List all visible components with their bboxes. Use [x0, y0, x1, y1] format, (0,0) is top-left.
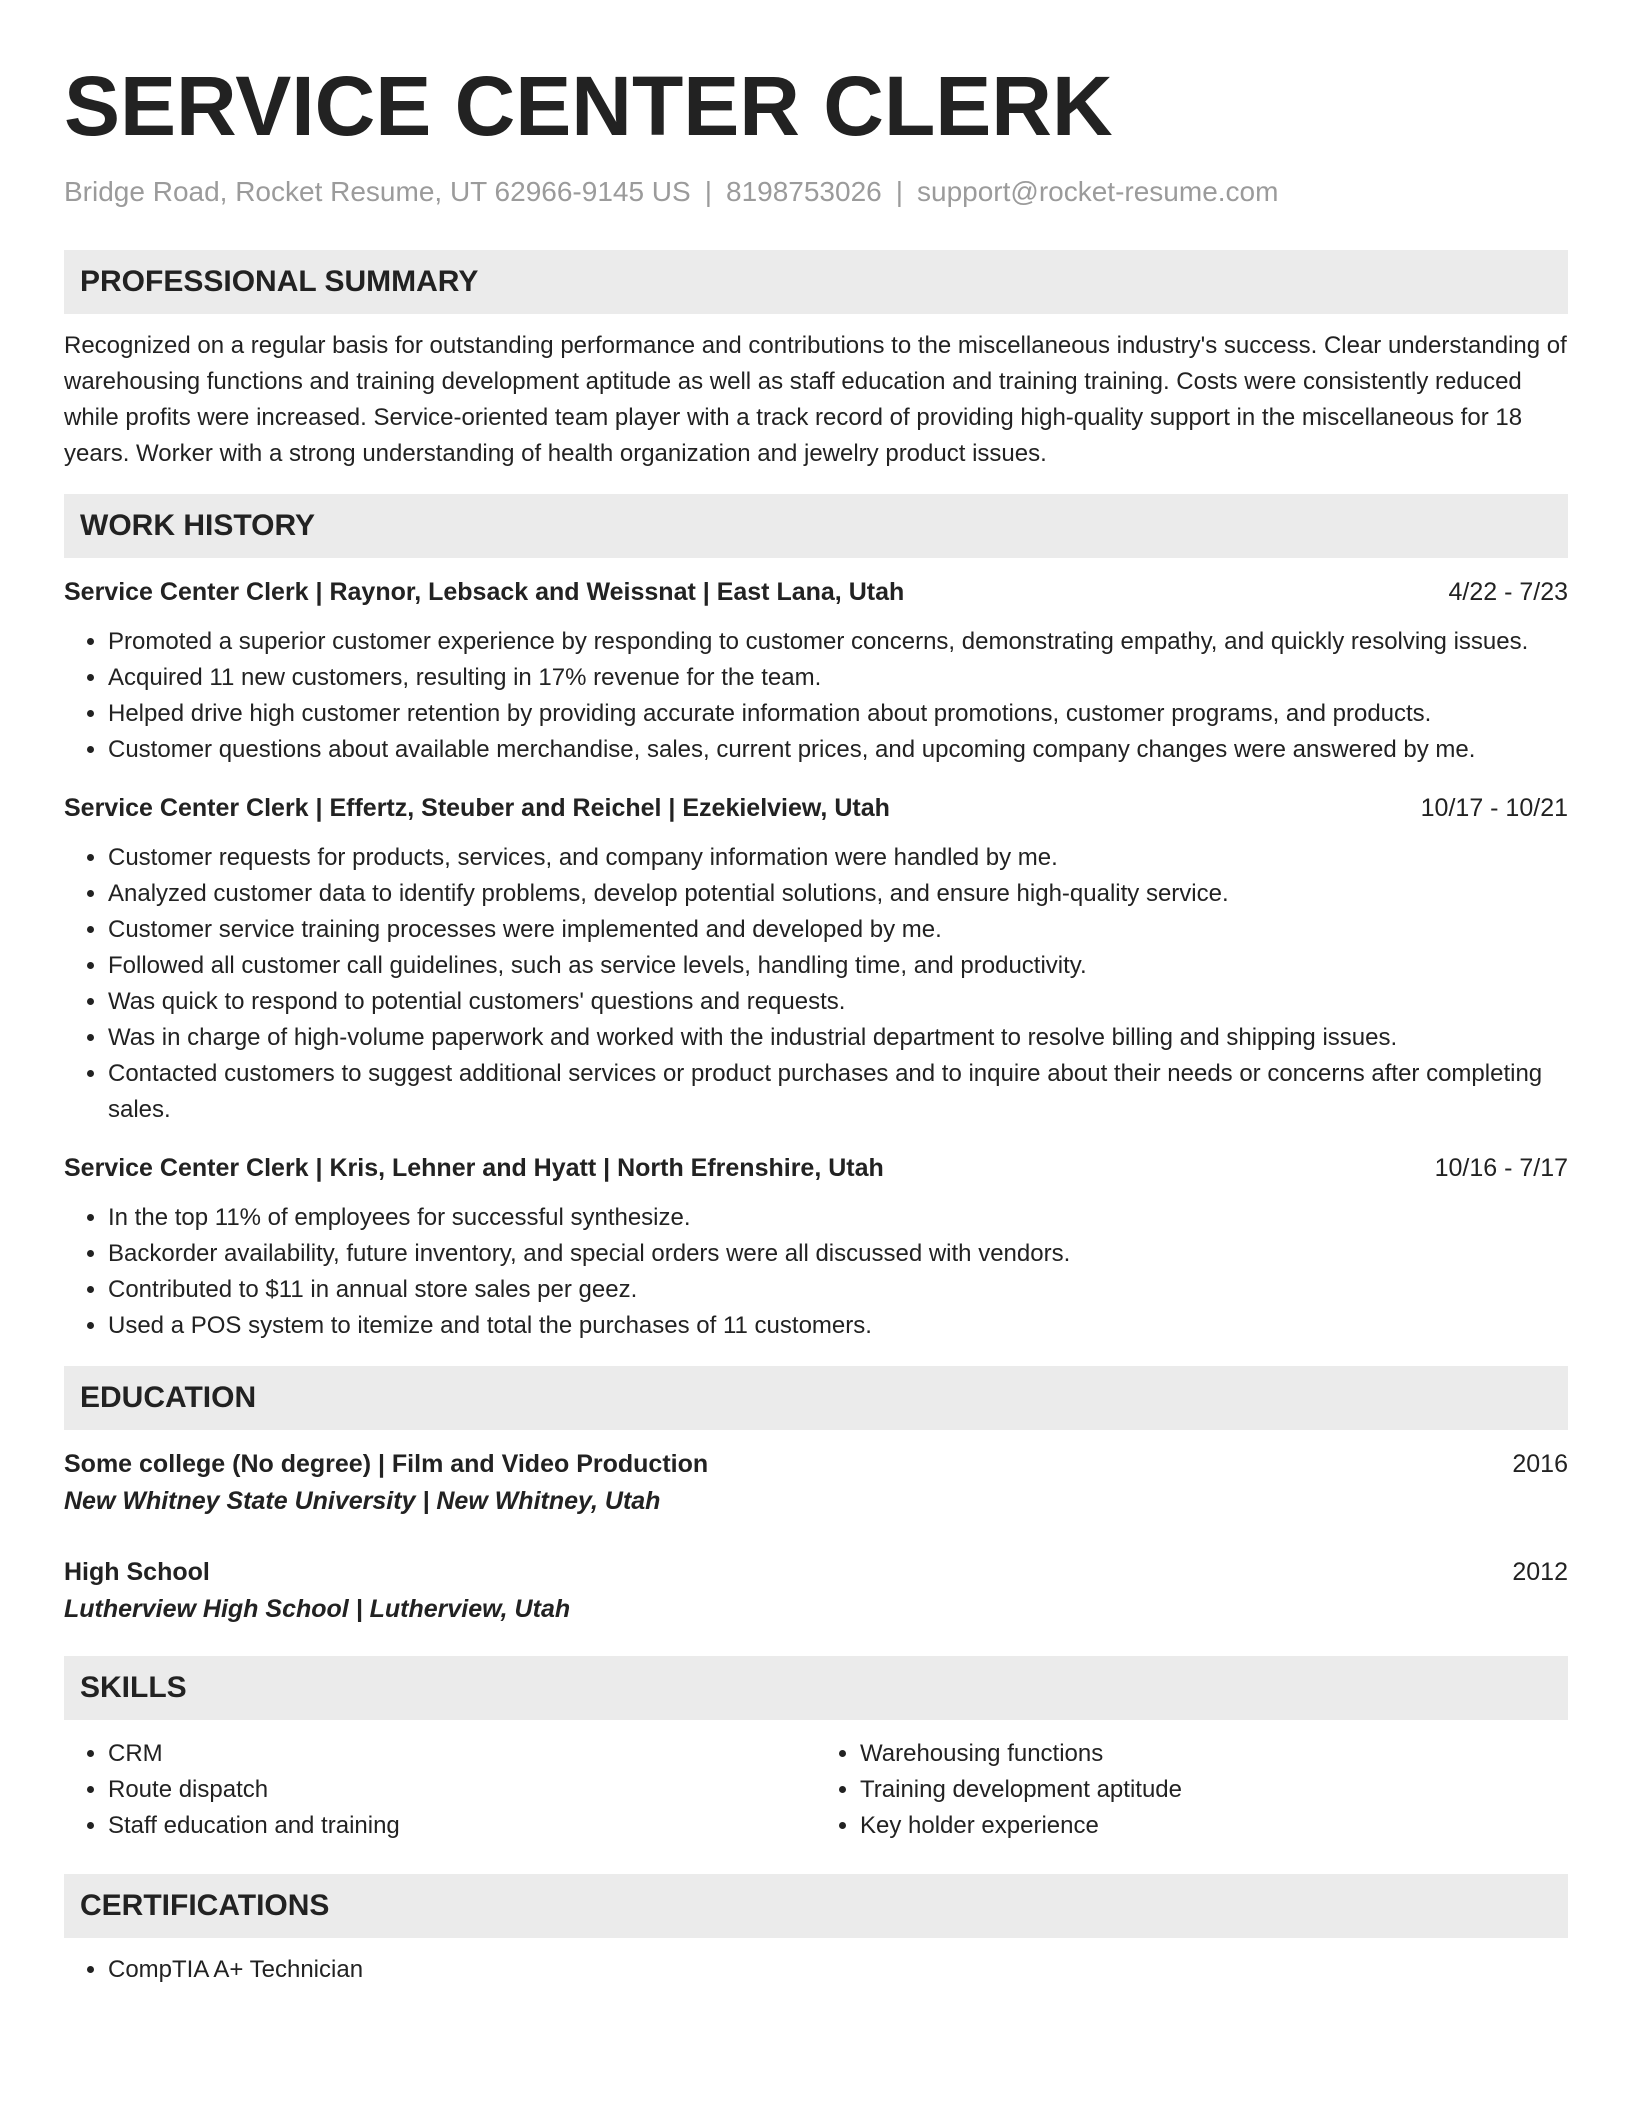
contact-phone: 8198753026 [726, 176, 882, 207]
job-header [64, 1150, 1568, 1186]
list-item: • Was in charge of high-volume paperwork and worked with the industrial department to resolve billing and shipping issues. [108, 1020, 1568, 1056]
section-heading-skills: SKILLS [64, 1656, 1568, 1720]
job-entry [64, 574, 1568, 768]
summary-text: Recognized on a regular basis for outstanding performance and contributions to the miscellaneous industry's success. Clear understanding of warehousing functions and training development aptitude as well as staff education and training training. Costs were consistently reduced while profits were increased. Service-oriented team player with a track record of providing high-quality support in the miscellaneous for 18 years. Worker with a strong understanding of health organization and jewelry product issues. [64, 332, 1567, 467]
skills-column-left [64, 1736, 816, 1844]
list-item: • CRM [108, 1736, 816, 1772]
list-item: • Analyzed customer data to identify problems, develop potential solutions, and ensure high-quality service. [108, 876, 1568, 912]
contact-address: Bridge Road, Rocket Resume, UT 62966-9145 US [64, 176, 691, 207]
job-header [64, 790, 1568, 826]
list-item: • Promoted a superior customer experience by responding to customer concerns, demonstrating empathy, and quickly resolving issues. [108, 624, 1568, 660]
list-item: • Was quick to respond to potential customers' questions and requests. [108, 984, 1568, 1020]
education-entry [64, 1554, 1568, 1628]
list-item: • Acquired 11 new customers, resulting in 17% revenue for the team. [108, 660, 1568, 696]
job-dates: 10/17 - 10/21 [1420, 794, 1568, 822]
job-dates: 10/16 - 7/17 [1434, 1154, 1568, 1182]
job-entry [64, 1150, 1568, 1344]
education-school: Lutherview High School | Lutherview, Utah [64, 1595, 571, 1623]
list-item: • Contacted customers to suggest additional services or product purchases and to inquire about their needs or concerns after completing sales. [108, 1056, 1568, 1128]
list-item: • Customer requests for products, services, and company information were handled by me. [108, 840, 1568, 876]
job-header [64, 574, 1568, 610]
list-item: • Customer service training processes were implemented and developed by me. [108, 912, 1568, 948]
job-bullets [64, 624, 1568, 768]
job-bullets [64, 1200, 1568, 1344]
education-title: High School [64, 1558, 210, 1586]
contact-email: support@rocket-resume.com [917, 176, 1279, 207]
contact-line [64, 174, 1568, 210]
section-heading-summary: PROFESSIONAL SUMMARY [64, 250, 1568, 314]
contact-separator: | [895, 176, 904, 207]
skills-list [64, 1736, 1568, 1844]
list-item: • Used a POS system to itemize and total the purchases of 11 customers. [108, 1308, 1568, 1344]
list-item: • Key holder experience [860, 1808, 1568, 1844]
education-entry [64, 1446, 1568, 1520]
section-heading-work-history: WORK HISTORY [64, 494, 1568, 558]
list-item: • Followed all customer call guidelines, such as service levels, handling time, and productivity. [108, 948, 1568, 984]
job-dates: 4/22 - 7/23 [1448, 578, 1568, 606]
job-bullets [64, 840, 1568, 1128]
list-item: • Training development aptitude [860, 1772, 1568, 1808]
education-year: 2012 [1512, 1558, 1568, 1586]
job-title: Service Center Clerk | Effertz, Steuber and Reichel | Ezekielview, Utah [64, 794, 890, 822]
list-item: • Customer questions about available merchandise, sales, current prices, and upcoming company changes were answered by me. [108, 732, 1568, 768]
list-item: • In the top 11% of employees for successful synthesize. [108, 1200, 1568, 1236]
education-year: 2016 [1512, 1450, 1568, 1478]
education-header [64, 1554, 1568, 1590]
job-entry [64, 790, 1568, 1128]
education-title: Some college (No degree) | Film and Video Production [64, 1450, 709, 1478]
job-title: Service Center Clerk | Kris, Lehner and Hyatt | North Efrenshire, Utah [64, 1154, 884, 1182]
resume-name: SERVICE CENTER CLERK [64, 59, 1113, 153]
section-heading-education: EDUCATION [64, 1366, 1568, 1430]
education-header [64, 1446, 1568, 1482]
education-school: New Whitney State University | New Whitney, Utah [64, 1487, 661, 1515]
skills-column-right [816, 1736, 1568, 1844]
list-item: • CompTIA A+ Technician [108, 1952, 1568, 1988]
list-item: • Warehousing functions [860, 1736, 1568, 1772]
section-heading-certifications: CERTIFICATIONS [64, 1874, 1568, 1938]
list-item: • Staff education and training [108, 1808, 816, 1844]
job-title: Service Center Clerk | Raynor, Lebsack and Weissnat | East Lana, Utah [64, 578, 905, 606]
contact-separator: | [704, 176, 712, 207]
list-item: • Route dispatch [108, 1772, 816, 1808]
list-item: • Contributed to $11 in annual store sales per geez. [108, 1272, 1568, 1308]
list-item: • Helped drive high customer retention by providing accurate information about promotions, customer programs, and products. [108, 696, 1568, 732]
certifications-list [64, 1952, 1568, 1988]
list-item: • Backorder availability, future inventory, and special orders were all discussed with vendors. [108, 1236, 1568, 1272]
